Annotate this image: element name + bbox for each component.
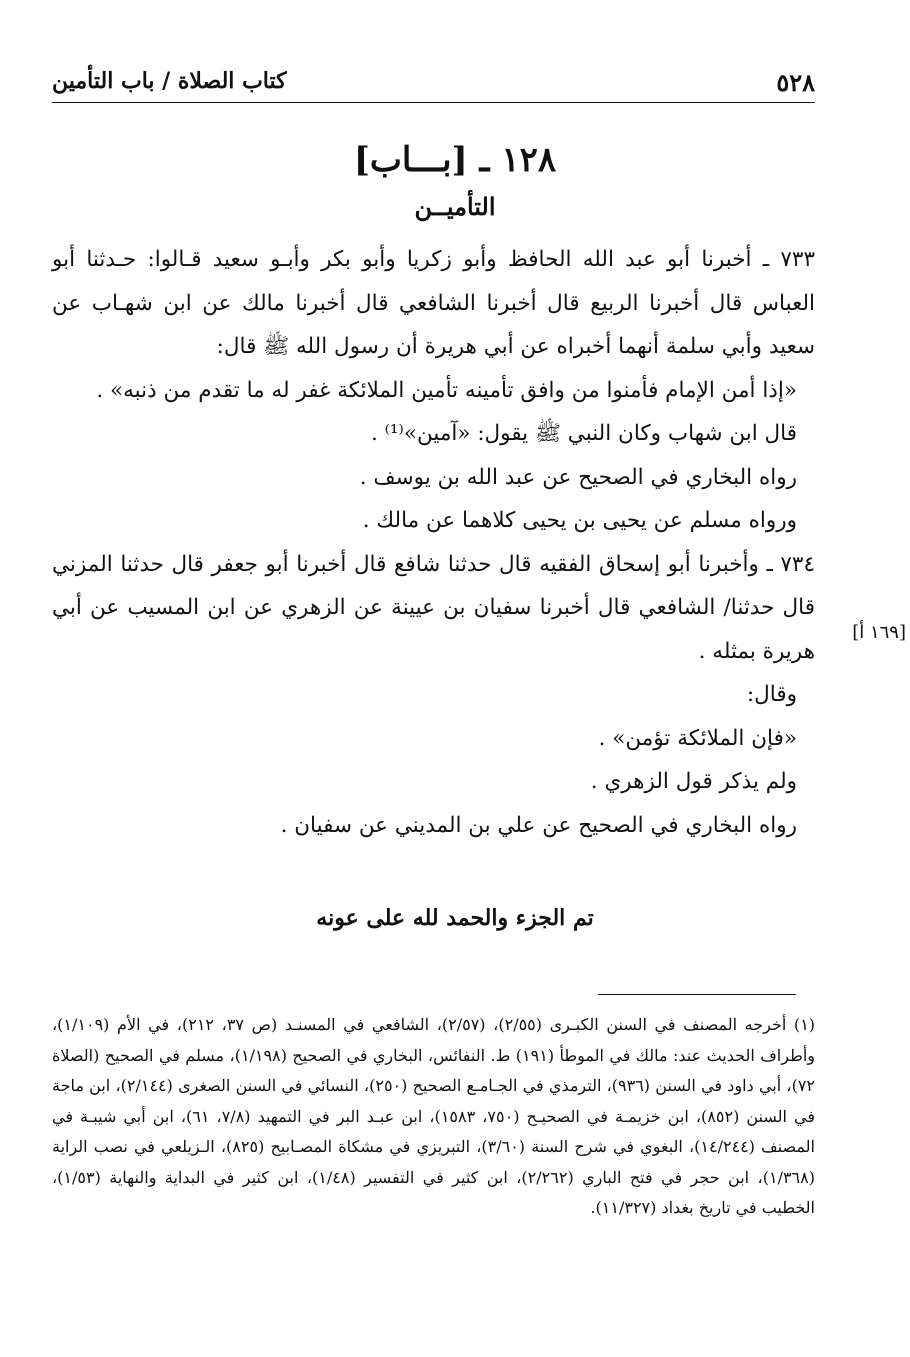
zuhri-note: ولم يذكر قول الزهري . <box>590 769 797 794</box>
page-number: ٥٢٨ <box>776 68 815 97</box>
running-title: كتاب الصلاة / باب التأمين <box>52 68 287 94</box>
footnote: (١) أخرجه المصنف في السنن الكبـرى (٢/٥٥)، (٢/٥٧)، الشافعي في المسنـد (ص ٣٧، ٢١٢)، في الأم (١/١٠٩)، وأطراف الحديث عند: مالك في الموطأ (١٩١) ط. النفائس، البخاري في الصحيح (١/١٩٨)، مسلم في الصحيح (الصلاة ٧٢)، أبي داود في السنن (٩٣٦)، الترمذي في الجـامـع الصحيح (٢٥٠)، النسائي في السنن الصغرى (٢/١٤٤)، ابن ماجة في السنن (٨٥٢)، ابن خزيمـة في الصحيـح (٧٥٠، ١٥٨٣)، ابن عبـد البر في التمهيد (٧/٨، ٦١)، ابن أبي شيبـة في المصنف (١٤/٢٤٤)، البغوي في شرح السنة (٣/٦٠)، التبريزي في مشكاة المصـابيح (٨٢٥)، الـزيلعي في نصب الراية (١/٣٦٨)، ابن حجر في فتح الباري (٢/٢٦٢)، ابن كثير في التفسير (١/٤٨)، ابن كثير في البداية والنهاية (١/٥٣)، الخطيب في تاريخ بغداد (١١/٣٢٧). <box>52 1015 816 1217</box>
hadith-733: ٧٣٣ ـ أخبرنا أبو عبد الله الحافظ وأبو زكريا وأبو بكر وأبـو سعيد قـالوا: حـدثنا أبو العباس قال أخبرنا الربيع قال أخبرنا الشافعي قال أخبرنا مالك عن ابن شهـاب عن سعيد وأبي سلمة أنهما أخبراه عن أبي هريرة أن رسول الله ﷺ قال: <box>52 247 815 359</box>
running-header <box>52 64 815 104</box>
chapter-heading: ١٢٨ ـ [بـــاب] <box>353 140 557 180</box>
closing-line: تم الجزء والحمد لله على عونه <box>316 905 594 931</box>
header-rule <box>52 102 815 103</box>
chapter-subtitle: التأميــن <box>414 192 496 221</box>
manuscript-folio-marker: [١٦٩ أ] <box>852 622 906 643</box>
angels-quote: «فإن الملائكة تؤمن» . <box>598 725 797 751</box>
bukhari-attribution-2: رواه البخاري في الصحيح عن علي بن المديني عن سفيان . <box>280 812 797 838</box>
hadith-quote: «إذا أمن الإمام فأمنوا من وافق تأمينه تأمين الملائكة غفر له ما تقدم من ذنبه» . <box>96 377 797 403</box>
wa-qala: وقال: <box>746 682 797 707</box>
muslim-attribution: ورواه مسلم عن يحيى بن يحيى كلاهما عن مالك . <box>362 508 797 533</box>
footnote-rule <box>598 994 796 995</box>
bukhari-attribution: رواه البخاري في الصحيح عن عبد الله بن يوسف . <box>359 464 797 490</box>
ibn-shihab-note: قال ابن شهاب وكان النبي ﷺ يقول: «آمين»⁽¹⁾ . <box>370 421 797 446</box>
main-text <box>52 238 815 847</box>
hadith-734: ٧٣٤ ـ وأخبرنا أبو إسحاق الفقيه قال حدثنا شافع قال أخبرنا أبو جعفر قال حدثنا المزني قال حدثنا/ الشافعي قال أخبرنا سفيان بن عيينة عن الزهري عن ابن المسيب عن أبي هريرة بمثله . <box>52 551 815 664</box>
